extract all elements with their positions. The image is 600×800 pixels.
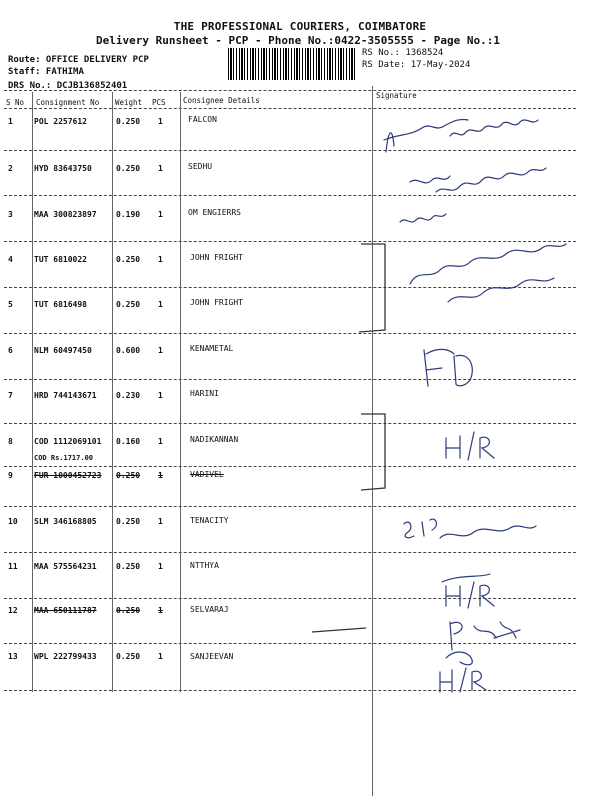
row-pcs: 1	[158, 255, 163, 264]
column-header-consignee: Consignee Details	[183, 96, 260, 105]
row-weight: 0.190	[116, 210, 141, 219]
row-pcs: 1	[158, 346, 163, 355]
row-sno: 6	[8, 346, 13, 355]
row-pcs: 1	[158, 562, 163, 571]
row-pcs: 1	[158, 164, 163, 173]
row-consignee: NTTHYA	[190, 561, 219, 570]
column-divider	[112, 92, 113, 692]
barcode	[228, 48, 356, 80]
row-consignment: TUT 6810022	[34, 255, 87, 264]
route-label: Route: OFFICE DELIVERY PCP	[8, 55, 149, 65]
row-consignee: VADIVEL	[190, 470, 224, 479]
row-sno: 1	[8, 117, 13, 126]
row-weight: 0.250	[116, 562, 141, 571]
row-weight: 0.250	[116, 300, 141, 309]
row-pcs: 1	[158, 300, 163, 309]
row-sno: 2	[8, 164, 13, 173]
document-subtitle: Delivery Runsheet - PCP - Phone No.:0422-3505555 - Page No.:1	[96, 34, 500, 47]
row-weight: 0.160	[116, 437, 141, 446]
row-pcs: 1	[158, 117, 163, 126]
rs-date: RS Date: 17-May-2024	[362, 60, 471, 70]
row-consignee: HARINI	[190, 389, 219, 398]
row-consignee: SANJEEVAN	[190, 652, 234, 661]
row-weight: 0.250	[116, 255, 141, 264]
row-consignee: KENAMETAL	[190, 344, 234, 353]
row-pcs: 1	[158, 210, 163, 219]
row-consignee: SELVARAJ	[190, 605, 229, 614]
row-sno: 9	[8, 471, 13, 480]
row-sno: 5	[8, 300, 13, 309]
row-weight: 0.250	[116, 117, 141, 126]
row-consignee: JOHN FRIGHT	[190, 298, 243, 307]
row-consignment: MAA 575564231	[34, 562, 97, 571]
column-divider	[180, 92, 181, 692]
row-consignee: SEDHU	[188, 162, 213, 171]
row-consignee: JOHN FRIGHT	[190, 253, 243, 262]
row-consignment: WPL 222799433	[34, 652, 97, 661]
row-pcs: 1	[158, 606, 163, 615]
column-header-consignment: Consignment No	[36, 98, 100, 107]
row-sno: 3	[8, 210, 13, 219]
row-consignment: NLM 60497450	[34, 346, 92, 355]
cod-amount: COD Rs.1717.00	[34, 454, 94, 462]
row-weight: 0.250	[116, 471, 141, 480]
column-divider	[32, 92, 33, 692]
row-consignee: OM ENGIERRS	[188, 208, 241, 217]
row-consignment: MAA 650111787	[34, 606, 97, 615]
row-sno: 8	[8, 437, 13, 446]
row-consignment: MAA 300823897	[34, 210, 97, 219]
row-pcs: 1	[158, 391, 163, 400]
row-consignee: NADIKANNAN	[190, 435, 239, 444]
row-consignment: SLM 346168805	[34, 517, 97, 526]
row-sno: 10	[8, 517, 18, 526]
column-header-sno: S No	[6, 98, 25, 107]
row-sno: 13	[8, 652, 18, 661]
row-consignee: FALCON	[188, 115, 217, 124]
row-weight: 0.600	[116, 346, 141, 355]
pen-mark	[310, 618, 370, 648]
row-pcs: 1	[158, 652, 163, 661]
row-pcs: 1	[158, 471, 163, 480]
row-consignment: COD 1112069101	[34, 437, 102, 446]
staff-label: Staff: FATHIMA	[8, 67, 84, 77]
row-weight: 0.250	[116, 517, 141, 526]
row-weight: 0.250	[116, 164, 141, 173]
row-sno: 12	[8, 606, 18, 615]
column-header-weight: Weight	[115, 98, 143, 107]
row-weight: 0.230	[116, 391, 141, 400]
header-top-rule	[4, 90, 576, 91]
row-sno: 11	[8, 562, 18, 571]
handwritten-signatures	[370, 92, 576, 702]
row-consignment: TUT 6816498	[34, 300, 87, 309]
row-consignment: HRD 744143671	[34, 391, 97, 400]
row-sno: 4	[8, 255, 13, 264]
row-weight: 0.250	[116, 606, 141, 615]
row-consignee: TENACITY	[190, 516, 229, 525]
document-title: THE PROFESSIONAL COURIERS, COIMBATORE	[173, 20, 427, 33]
row-weight: 0.250	[116, 652, 141, 661]
drs-number: DRS No.: DCJB136852401	[8, 81, 128, 91]
row-sno: 7	[8, 391, 13, 400]
rs-number: RS No.: 1368524	[362, 48, 444, 58]
column-header-pcs: PCS	[152, 98, 166, 107]
row-pcs: 1	[158, 517, 163, 526]
row-consignment: HYD 83643750	[34, 164, 92, 173]
column-header-signature: Signature	[376, 91, 417, 100]
row-consignment: FUR 1000452723	[34, 471, 102, 480]
row-pcs: 1	[158, 437, 163, 446]
row-consignment: POL 2257612	[34, 117, 87, 126]
